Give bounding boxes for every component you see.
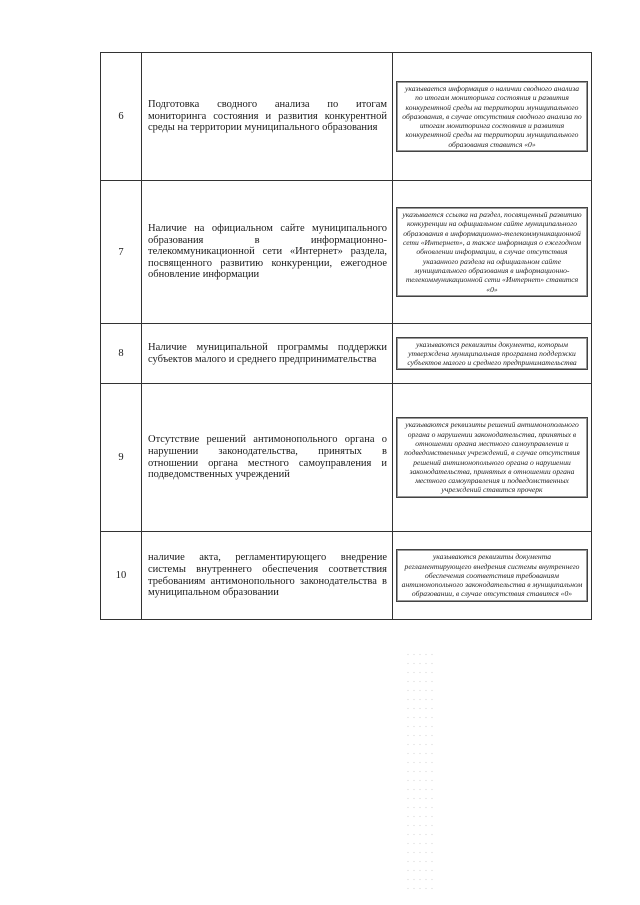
- table-row: [101, 53, 592, 181]
- row-note-cell: [393, 532, 592, 620]
- row-description-cell: [142, 384, 393, 532]
- row-description: наличие акта, регламентирующего внедрение системы внутреннего обеспечения соответствия требованиям антимонопольного законодательства в муниципальном образовании: [148, 552, 387, 599]
- table-row: [101, 181, 592, 324]
- row-note-cell: [393, 181, 592, 324]
- row-note: указываются реквизиты документа, которым утверждена муниципальная программа поддержки субъектов малого и среднего предпринимательства: [396, 337, 588, 371]
- row-description: Подготовка сводного анализа по итогам мониторинга состояния и развития конкурентной среды на территории муниципального образования: [148, 99, 387, 134]
- row-description-cell: [142, 532, 393, 620]
- row-description: Отсутствие решений антимонопольного органа о нарушении законодательства, принятых в отношении органа местного самоуправления и подведомственных учреждений: [148, 434, 387, 481]
- row-number: 6: [101, 53, 142, 181]
- indicators-table: [100, 52, 592, 620]
- row-number: 9: [101, 384, 142, 532]
- row-number: 10: [101, 532, 142, 620]
- row-number: 8: [101, 324, 142, 384]
- row-number: 7: [101, 181, 142, 324]
- row-note-cell: [393, 384, 592, 532]
- row-note: указывается информация о наличии сводного анализа по итогам мониторинга состояния и развития конкурентной среды на территории муниципального образования, в случае отсутствия сводного анализа по итогам мониторинга состояния и развития конкурентной среды на территории муниципального образования ставится «0»: [396, 81, 588, 152]
- row-note: указывается ссылка на раздел, посвященный развитию конкуренции на официальном сайте муниципального образования в информационно-телекоммуникационной сети «Интернет», а также информация о ежегодном обновлении информации, в случае отсутствия указанного раздела на официальном сайте муниципального образования в информационно-телекоммуникационной сети «Интернет» ставится «0»: [396, 207, 588, 297]
- table-row: [101, 324, 592, 384]
- row-description-cell: [142, 181, 393, 324]
- row-description-cell: [142, 53, 393, 181]
- row-note-cell: [393, 53, 592, 181]
- row-description-cell: [142, 324, 393, 384]
- table-row: [101, 532, 592, 620]
- table-row: [101, 384, 592, 532]
- row-description: Наличие на официальном сайте муниципального образования в информационно-телекоммуникационной сети «Интернет» раздела, посвященного развитию конкуренции, ежегодное обновление информации: [148, 223, 387, 281]
- row-note: указываются реквизиты документа регламентирующего внедрения системы внутреннего обеспечения соответствия требованиям антимонопольного законодательства в муниципальном образовании, в случае отсутствия ставится «0»: [396, 549, 588, 601]
- row-description: Наличие муниципальной программы поддержки субъектов малого и среднего предпринимательства: [148, 341, 387, 365]
- scan-speckle: [405, 650, 435, 890]
- row-note: указываются реквизиты решений антимонопольного органа о нарушении законодательства, принятых в отношении органа местного самоуправления и подведомственных учреждений, в случае отсутствия решений антимонопольного органа о нарушении законодательства, принятых в отношении органа местного самоуправления и подведомственных учреждений ставится прочерк: [396, 417, 588, 497]
- row-note-cell: [393, 324, 592, 384]
